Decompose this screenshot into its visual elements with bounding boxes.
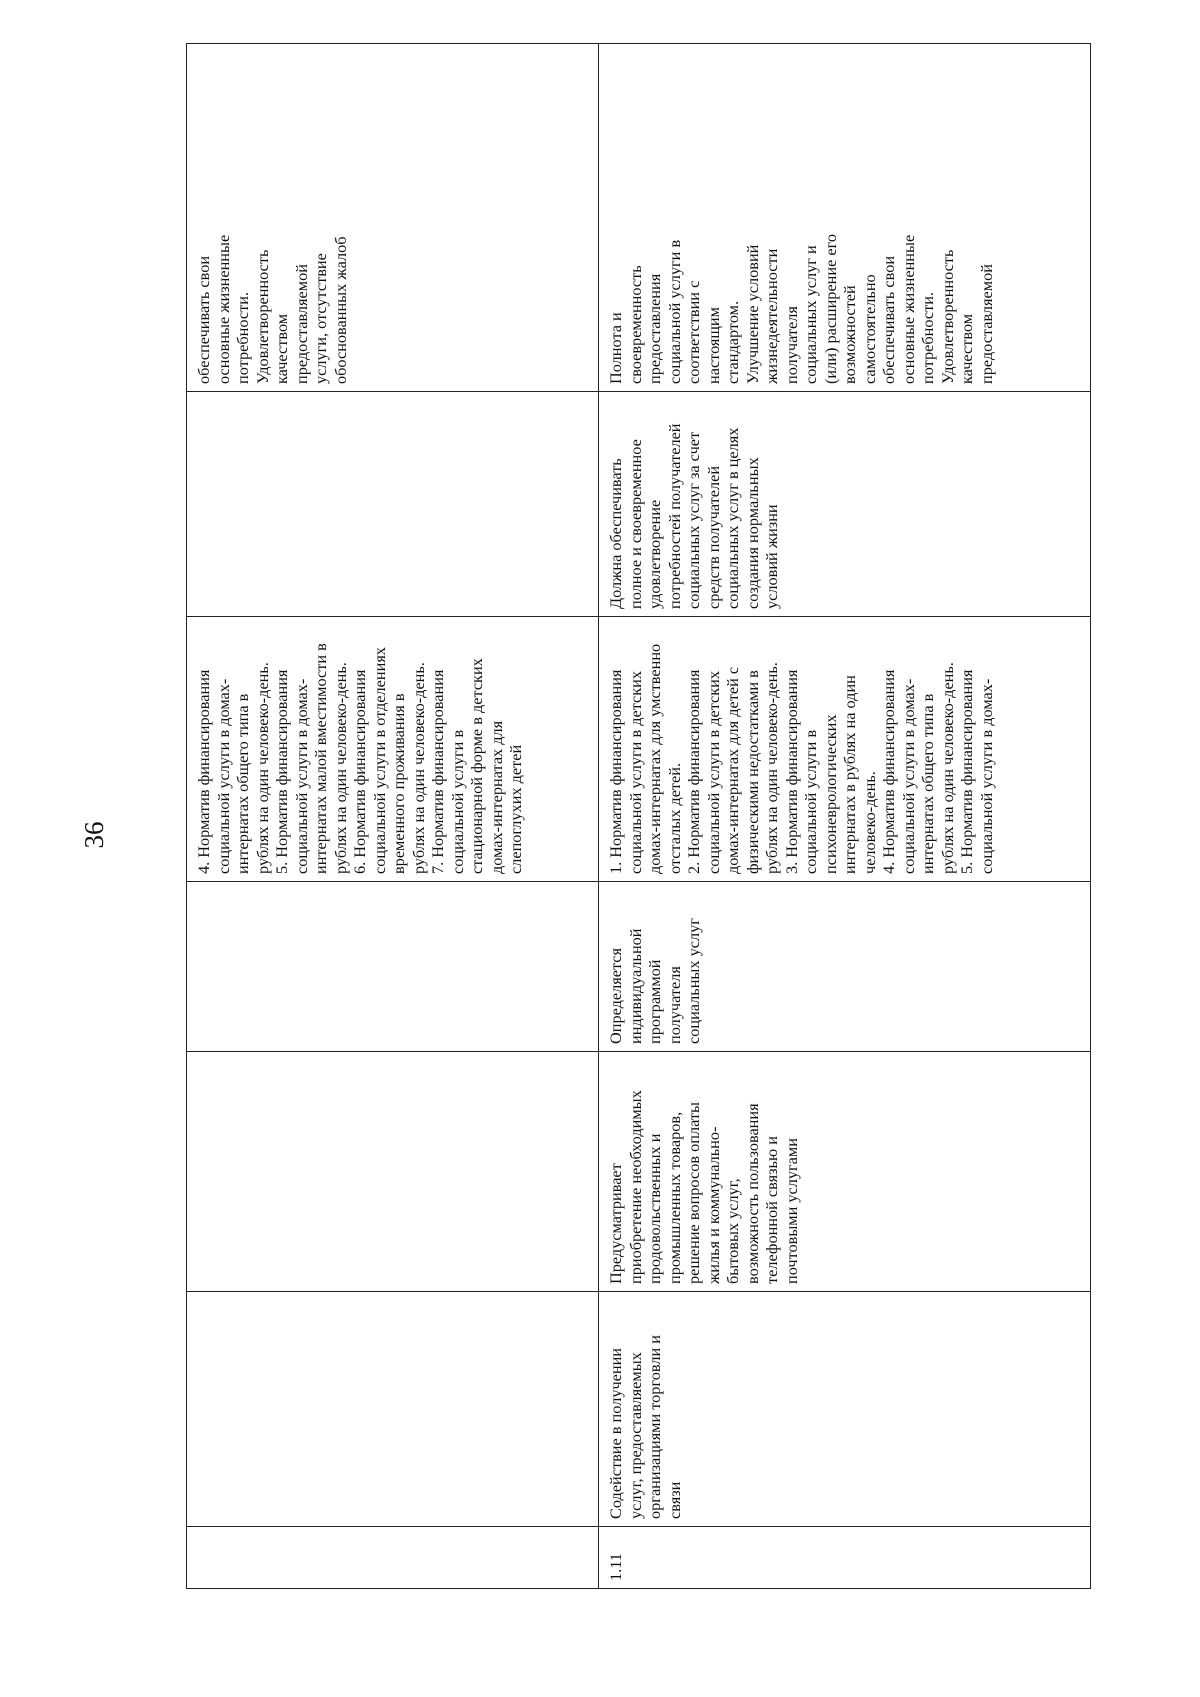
text-line: человеко-день. (859, 771, 879, 874)
cell-provision-conditions (599, 392, 1091, 617)
text-line: связи (664, 1481, 684, 1519)
text-line: 5. Норматив финансирования (272, 669, 291, 874)
text-line: 6. Норматив финансирования (350, 669, 369, 874)
text-line: потребностей получателей (664, 423, 684, 609)
text-line: телефонной связью и (762, 1136, 781, 1284)
cell-number: 1.11 (599, 1527, 1091, 1589)
cell-service-name (187, 1292, 599, 1527)
text-line: предоставляемой (976, 264, 996, 384)
text-line: 3. Норматив финансирования (781, 669, 801, 874)
text-line: получателя (664, 966, 684, 1044)
text-line: потребности. (918, 292, 937, 384)
cell-quality-indicators (599, 44, 1091, 392)
text-line: программой (645, 959, 664, 1044)
text-line: Удовлетворенность (252, 249, 272, 384)
text-line: бытовых услуг, (723, 1178, 742, 1284)
text-line: 7. Норматив финансирования (428, 669, 447, 874)
text-line: обеспечивать свои (194, 255, 213, 384)
text-line: организациями торговли и (645, 1335, 664, 1519)
text-line: стационарной форме в детских (467, 658, 486, 874)
text-line: промышленных товаров, (664, 1111, 684, 1284)
text-line: рублях на один человеко-день. (937, 662, 957, 874)
text-line: физическими недостатками в (742, 670, 762, 874)
text-line: психоневрологических (820, 714, 840, 874)
text-line: основные жизненные (213, 234, 233, 384)
page-number: 36 (79, 821, 109, 849)
text-line: интернатах общего типа в (233, 693, 252, 874)
text-line: приобретение необходимых (625, 1090, 645, 1284)
text-line: социальной услуги в домах- (213, 678, 233, 874)
text-line: обоснованных жалоб (330, 236, 350, 384)
text-line: возможность пользования (742, 1103, 762, 1284)
cell-service-name (599, 1292, 1091, 1527)
text-line: услуг, предоставляемых (625, 1352, 645, 1519)
text-line: средств получателей (703, 465, 723, 609)
text-line: домах-интернатах для умственно (645, 643, 664, 874)
text-line: самостоятельно (859, 274, 879, 384)
text-line: качеством (957, 313, 976, 384)
text-line: Удовлетворенность (937, 249, 957, 384)
text-line: рублях на один человеко-день. (252, 662, 272, 874)
text-line: интернатах в рублях на один (840, 675, 859, 874)
cell-service-volume (599, 882, 1091, 1052)
text-line: социальной услуги в домах- (898, 678, 918, 874)
text-line: Должна обеспечивать (606, 458, 625, 609)
text-line: 1. Норматив финансирования (606, 669, 625, 874)
text-line: 2. Норматив финансирования (684, 669, 703, 874)
text-line: почтовыми услугами (781, 1138, 801, 1284)
text-line: своевременность (625, 265, 645, 384)
text-line: рублях на один человеко-день. (330, 662, 350, 874)
text-line: соответствии с (684, 280, 703, 384)
text-line: продовольственных и (645, 1133, 664, 1284)
text-line: социальных услуг и (801, 245, 820, 384)
standards-table (186, 43, 1091, 1589)
text-line: основные жизненные (898, 234, 918, 384)
text-line: рублях на один человеко-день. (762, 662, 781, 874)
table-container (186, 44, 1086, 1589)
text-line: социальной услуги в детских (703, 670, 723, 874)
text-line: интернатах малой вместимости в (311, 643, 330, 874)
text-line: слепоглухих детей (506, 744, 525, 874)
table-row-continuation (187, 44, 599, 1589)
text-line: предоставления (645, 273, 664, 384)
cell-financing-norms (599, 617, 1091, 882)
text-line: услуги, отсутствие (311, 253, 330, 384)
text-line: рублях на один человеко-день. (408, 662, 428, 874)
text-line: социальных услуг (684, 918, 703, 1044)
text-line: интернатах общего типа в (918, 693, 937, 874)
text-line: домах-интернатах для детей с (723, 666, 742, 874)
text-line: условий жизни (762, 504, 781, 609)
text-line: социальной услуги в отделениях (369, 647, 389, 874)
text-line: социальных услуг в целях (723, 427, 742, 609)
text-line: стандартом. (723, 300, 742, 384)
text-line: социальных услуг за счет (684, 431, 703, 609)
text-line: создания нормальных (742, 457, 762, 609)
text-line: Полнота и (606, 312, 625, 384)
cell-number (187, 1527, 599, 1589)
cell-financing-norms (187, 617, 599, 882)
text-line: временного проживания в (389, 693, 408, 874)
text-line: 5. Норматив финансирования (957, 669, 976, 874)
cell-service-volume (187, 882, 599, 1052)
text-line: 4. Норматив финансирования (879, 669, 898, 874)
text-line: жизнедеятельности (762, 248, 781, 384)
text-line: социальной услуги в (801, 729, 820, 874)
text-line: потребности. (233, 292, 252, 384)
text-line: качеством (272, 313, 291, 384)
text-line: полное и своевременное (625, 439, 645, 609)
text-line: социальной услуги в домах- (976, 678, 996, 874)
cell-service-content (599, 1052, 1091, 1292)
text-line: жилья и коммунально- (703, 1126, 723, 1284)
cell-quality-indicators (187, 44, 599, 392)
table-row-1-11 (599, 44, 1091, 1589)
text-line: социальной услуги в детских (625, 670, 645, 874)
text-line: Улучшение условий (742, 244, 762, 384)
text-line: решение вопросов оплаты (684, 1102, 703, 1284)
text-line: индивидуальной (625, 928, 645, 1044)
text-line: Предусматривает (606, 1163, 625, 1284)
text-line: возможностей (840, 285, 859, 384)
text-line: социальной услуги в (447, 729, 467, 874)
text-line: предоставляемой (291, 264, 311, 384)
text-line: домах-интернатах для (486, 720, 506, 874)
text-line: отсталых детей. (664, 762, 684, 874)
text-line: Определяется (606, 947, 625, 1044)
text-line: обеспечивать свои (879, 255, 898, 384)
text-line: получателя (781, 306, 801, 384)
cell-service-content (187, 1052, 599, 1292)
text-line: удовлетворение (645, 499, 664, 609)
text-line: Содействие в получении (606, 1347, 625, 1519)
text-line: социальной услуги в (664, 239, 684, 384)
text-line: 4. Норматив финансирования (194, 669, 213, 874)
text-line: социальной услуги в домах- (291, 678, 311, 874)
text-line: (или) расширение его (820, 233, 840, 384)
text-line: настоящим (703, 307, 723, 384)
cell-provision-conditions (187, 392, 599, 617)
